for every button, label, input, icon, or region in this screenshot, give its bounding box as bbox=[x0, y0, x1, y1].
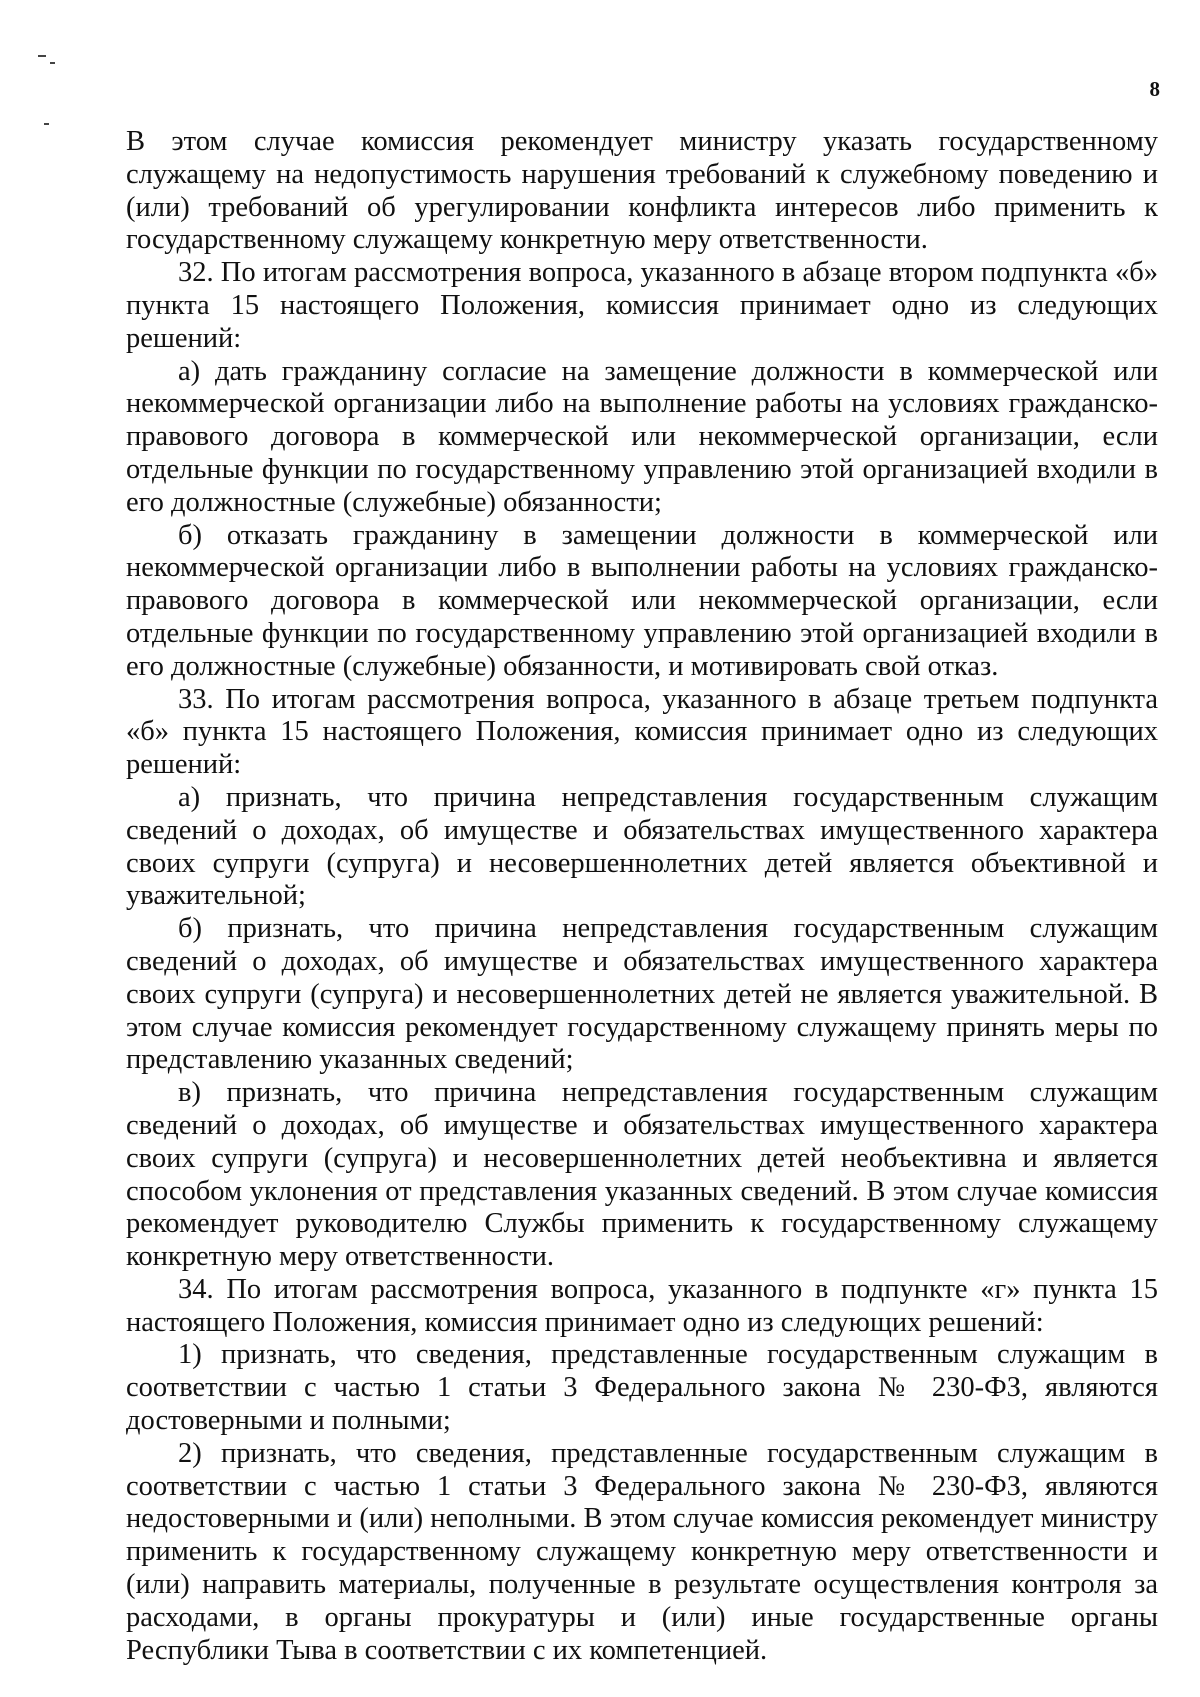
paragraph: в) признать, что причина непредставления государственным служащим сведений о доходах, об имуществе и обязательствах имущественного характера своих супруги (супруга) и несовершеннолетних детей необъективна и является способом уклонения от представления указанных сведений. В этом случае комиссия рекомендует руководителю Службы применить к государственному служащему конкретную меру ответственности. bbox=[126, 1077, 1158, 1273]
paragraph: б) отказать гражданину в замещении должности в коммерческой или некоммерческой организации либо в выполнении работы на условиях гражданско-правового договора в коммерческой или некоммерческой организации, если отдельные функции по государственному управлению этой организацией входили в его должностные (служебные) обязанности, и мотивировать свой отказ. bbox=[126, 519, 1158, 682]
paragraph: а) дать гражданину согласие на замещение должности в коммерческой или некоммерческой организации либо на выполнение работы на условиях гражданско-правового договора в коммерческой или некоммерческой организации, если отдельные функции по государственному управлению этой организацией входили в его должностные (служебные) обязанности; bbox=[126, 355, 1158, 518]
scan-mark bbox=[50, 62, 55, 64]
paragraph: 32. По итогам рассмотрения вопроса, указанного в абзаце втором подпункта «б» пункта 15 настоящего Положения, комиссия принимает одно из следующих решений: bbox=[126, 257, 1158, 354]
paragraph: 33. По итогам рассмотрения вопроса, указанного в абзаце третьем подпункта «б» пункта 15 настоящего Положения, комиссия принимает одно из следующих решений: bbox=[126, 683, 1158, 781]
paragraph: 1) признать, что сведения, представленные государственным служащим в соответствии с частью 1 статьи 3 Федерального закона № 230-ФЗ, являются достоверными и полными; bbox=[126, 1339, 1158, 1437]
paragraph: 2) признать, что сведения, представленные государственным служащим в соответствии с частью 1 статьи 3 Федерального закона № 230-ФЗ, являются недостоверными и (или) неполными. В этом случае комиссия рекомендует министру применить к государственному служащему конкретную меру ответственности и (или) направить материалы, полученные в результате осуществления контроля за расходами, в органы прокуратуры и (или) иные государственные органы Республики Тыва в соответствии с их компетенцией. bbox=[126, 1437, 1158, 1666]
scan-mark bbox=[44, 123, 49, 125]
paragraph: б) признать, что причина непредставления государственным служащим сведений о доходах, об имуществе и обязательствах имущественного характера своих супруги (супруга) и несовершеннолетних детей не является уважительной. В этом случае комиссия рекомендует государственному служащему принять меры по представлению указанных сведений; bbox=[126, 913, 1158, 1076]
scan-mark bbox=[38, 55, 46, 57]
paragraph: а) признать, что причина непредставления государственным служащим сведений о доходах, об имуществе и обязательствах имущественного характера своих супруги (супруга) и несовершеннолетних детей является объективной и уважительной; bbox=[126, 781, 1158, 912]
paragraph: В этом случае комиссия рекомендует министру указать государственному служащему на недопустимость нарушения требований к служебному поведению и (или) требований об урегулировании конфликта интересов либо применить к государственному служащему конкретную меру ответственности. bbox=[126, 126, 1158, 256]
paragraph: 34. По итогам рассмотрения вопроса, указанного в подпункте «г» пункта 15 настоящего Положения, комиссия принимает одно из следующих решений: bbox=[126, 1273, 1158, 1338]
page-number: 8 bbox=[1149, 77, 1160, 101]
document-body bbox=[126, 126, 1158, 1667]
